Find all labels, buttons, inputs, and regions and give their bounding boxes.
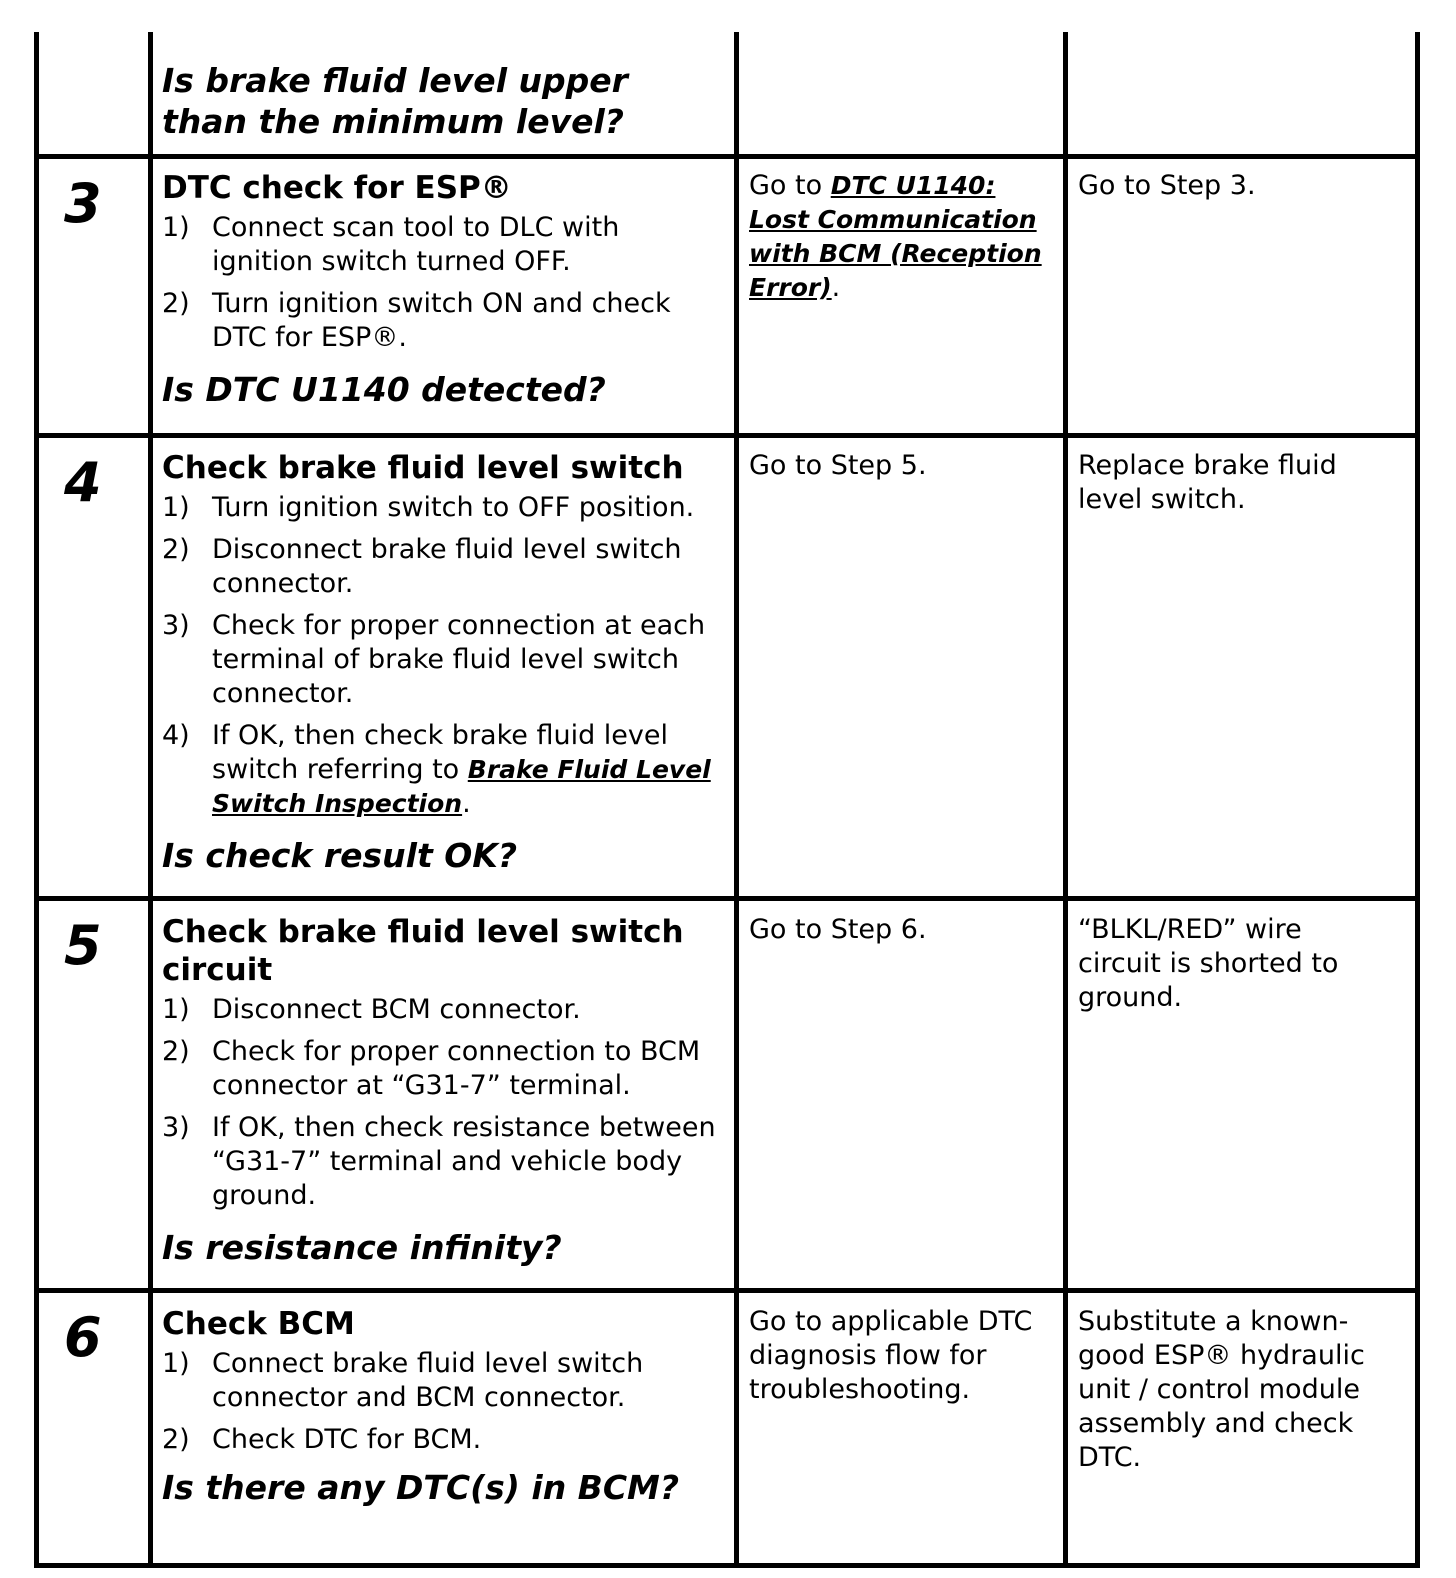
step-title: Check brake fluid level switch bbox=[162, 450, 684, 486]
step-question: Is resistance infinity? bbox=[162, 1228, 562, 1267]
no-result: Substitute a known-good ESP® hydraulic unit / control module assembly and check DTC. bbox=[1078, 1306, 1365, 1473]
step-action bbox=[162, 449, 724, 876]
procedure-item bbox=[162, 1347, 724, 1415]
yes-result bbox=[749, 169, 1054, 305]
item-text: Connect brake fluid level switch connector and BCM connector. bbox=[212, 1348, 644, 1413]
procedure-item bbox=[162, 609, 724, 711]
item-text: Turn ignition switch ON and check DTC for ESP®. bbox=[212, 288, 671, 353]
yes-result: Go to applicable DTC diagnosis flow for troubleshooting. bbox=[749, 1306, 1033, 1405]
step-title: Check BCM bbox=[162, 1306, 355, 1342]
no-result: “BLKL/RED” wire circuit is shorted to ground. bbox=[1078, 914, 1339, 1013]
brake-fluid-switch-inspection-link[interactable]: Brake Fluid Level Switch Inspection bbox=[212, 755, 711, 818]
step-action bbox=[162, 169, 724, 410]
item-number: 1) bbox=[162, 1348, 190, 1379]
procedure-list bbox=[162, 1347, 724, 1457]
item-text: If OK, then check brake fluid level switch referring to bbox=[212, 720, 669, 785]
step-question: Is there any DTC(s) in BCM? bbox=[162, 1468, 680, 1507]
no-result: Go to Step 3. bbox=[1078, 170, 1256, 201]
item-number: 1) bbox=[162, 492, 190, 523]
step-number: 6 bbox=[64, 1306, 102, 1369]
item-number: 2) bbox=[162, 534, 190, 565]
procedure-item bbox=[162, 287, 724, 355]
item-text: Turn ignition switch to OFF position. bbox=[212, 492, 695, 523]
item-text: Connect scan tool to DLC with ignition switch turned OFF. bbox=[212, 212, 620, 277]
column-divider-action bbox=[734, 32, 739, 1563]
procedure-item bbox=[162, 211, 724, 279]
item-number: 4) bbox=[162, 720, 190, 751]
procedure-item bbox=[162, 1423, 724, 1457]
procedure-item bbox=[162, 1111, 724, 1213]
item-number: 3) bbox=[162, 610, 190, 641]
item-text: Disconnect BCM connector. bbox=[212, 994, 581, 1025]
procedure-item bbox=[162, 1035, 724, 1103]
row-divider bbox=[34, 896, 1415, 901]
column-divider-step bbox=[148, 32, 153, 1563]
item-number: 2) bbox=[162, 1424, 190, 1455]
procedure-list bbox=[162, 211, 724, 355]
procedure-item bbox=[162, 719, 724, 821]
procedure-list bbox=[162, 993, 724, 1213]
procedure-item bbox=[162, 993, 724, 1027]
row-divider bbox=[34, 1288, 1415, 1293]
yes-result: Go to Step 6. bbox=[749, 914, 927, 945]
procedure-item bbox=[162, 533, 724, 601]
item-number: 1) bbox=[162, 212, 190, 243]
row-divider bbox=[34, 433, 1415, 438]
row-continuation-action bbox=[162, 60, 722, 142]
item-text: Check DTC for BCM. bbox=[212, 1424, 482, 1455]
no-result: Replace brake fluid level switch. bbox=[1078, 450, 1337, 515]
step-question: Is check result OK? bbox=[162, 836, 517, 875]
item-number: 2) bbox=[162, 288, 190, 319]
item-text: Check for proper connection at each terminal of brake fluid level switch connector. bbox=[212, 610, 706, 709]
step-title: DTC check for ESP® bbox=[162, 170, 512, 206]
diagnostic-table bbox=[34, 32, 1420, 1568]
step-title: Check brake fluid level switch circuit bbox=[162, 914, 684, 988]
step-number: 3 bbox=[64, 172, 102, 235]
step-number: 5 bbox=[64, 914, 102, 977]
row-divider bbox=[34, 154, 1415, 159]
item-suffix: . bbox=[462, 788, 471, 819]
step-action bbox=[162, 1305, 724, 1508]
item-text: If OK, then check resistance between “G31-7” terminal and vehicle body ground. bbox=[212, 1112, 716, 1211]
dtc-u1140-link[interactable]: DTC U1140: Lost Communication with BCM (Reception Error) bbox=[749, 171, 1042, 302]
yes-suffix: . bbox=[831, 272, 841, 303]
item-number: 1) bbox=[162, 994, 190, 1025]
item-text: Check for proper connection to BCM connector at “G31-7” terminal. bbox=[212, 1036, 701, 1101]
procedure-list bbox=[162, 491, 724, 821]
column-divider-yes bbox=[1063, 32, 1068, 1563]
procedure-item bbox=[162, 491, 724, 525]
item-number: 3) bbox=[162, 1112, 190, 1143]
step-action bbox=[162, 913, 724, 1268]
step-question: Is DTC U1140 detected? bbox=[162, 370, 606, 409]
yes-prefix: Go to bbox=[749, 170, 831, 201]
step-number: 4 bbox=[64, 451, 102, 514]
step-question: Is brake fluid level upper than the minimum level? bbox=[162, 61, 628, 141]
item-number: 2) bbox=[162, 1036, 190, 1067]
item-text: Disconnect brake fluid level switch connector. bbox=[212, 534, 682, 599]
yes-result: Go to Step 5. bbox=[749, 450, 927, 481]
